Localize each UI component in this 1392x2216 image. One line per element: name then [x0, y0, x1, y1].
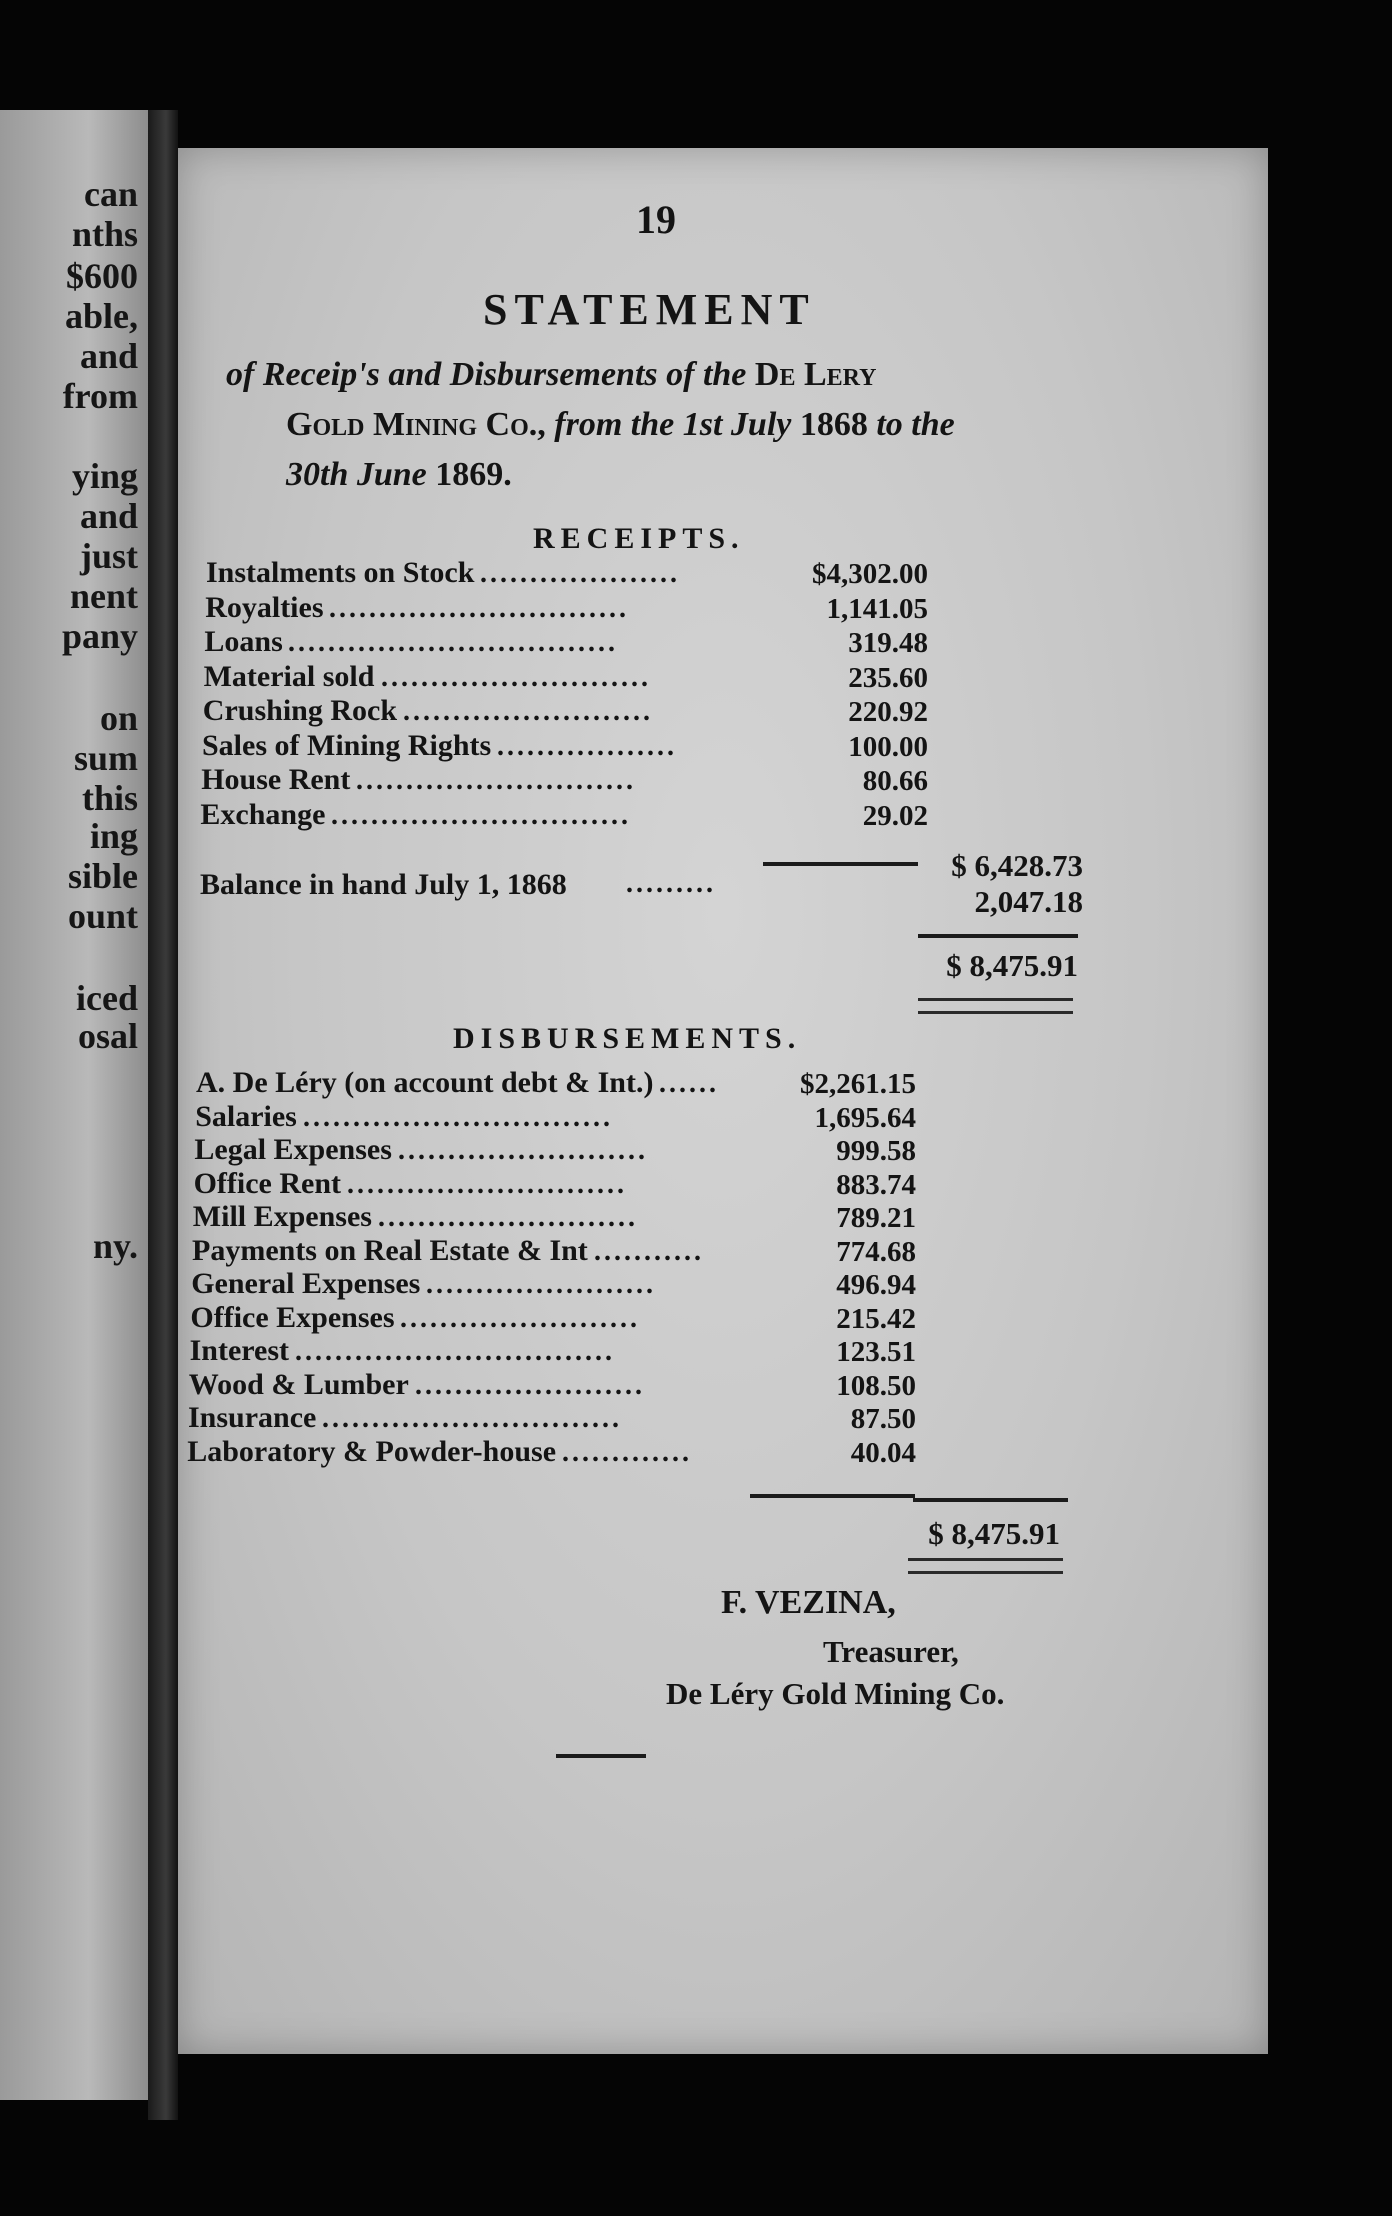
signature-company: De Léry Gold Mining Co. [666, 1676, 1005, 1711]
left-page-text-fragment: osal [77, 1016, 138, 1056]
disbursement-row-label: Insurance [188, 1401, 317, 1434]
disbursement-row-leader: ............................... [303, 1103, 613, 1132]
left-page-text-fragment: this [81, 778, 138, 818]
disbursements-heading: DISBURSEMENTS. [453, 1022, 802, 1055]
disbursement-row-leader: ............. [562, 1438, 692, 1467]
receipt-row-label: Crushing Rock [202, 694, 398, 727]
disbursement-row-amount: 789.21 [836, 1202, 916, 1234]
receipt-row-label: Instalments on Stock [206, 556, 475, 589]
left-page-text-fragment: pany [61, 616, 138, 656]
left-page-text-fragment: can [84, 174, 138, 214]
receipt-row-amount: 220.92 [848, 696, 928, 728]
receipt-row-leader: ............................ [356, 767, 636, 795]
left-page-text-fragment: iced [76, 978, 138, 1018]
receipt-row-label: Exchange [200, 797, 326, 831]
balance-amount: 2,047.18 [974, 884, 1083, 919]
receipt-row-leader: .............................. [331, 801, 631, 830]
disbursement-row-label: Laboratory & Powder-house [187, 1434, 557, 1468]
disbursement-row-amount: $2,261.15 [800, 1068, 916, 1100]
disbursement-row-leader: ........................ [400, 1304, 640, 1333]
disbursement-row-amount: 496.94 [836, 1269, 916, 1301]
subtitle-date-end: 30th June [286, 456, 427, 493]
left-page-text-fragment: sible [67, 856, 138, 896]
left-page-fragment [0, 110, 148, 2100]
receipt-row-amount: 100.00 [848, 730, 928, 763]
statement-title: STATEMENT [483, 285, 816, 334]
left-page-text-fragment: ny. [92, 1226, 138, 1266]
document-page [178, 148, 1268, 2054]
receipt-row-label: Material sold [203, 659, 375, 693]
disbursement-row-leader: ............................ [347, 1170, 627, 1199]
left-page-text-fragment: sum [73, 738, 138, 778]
receipt-row-label: Loans [204, 625, 283, 658]
balance-label: Balance in hand July 1, 1868 [200, 868, 567, 901]
disbursement-row-label: Payments on Real Estate & Int [192, 1233, 588, 1267]
disbursement-row-label: Wood & Lumber [188, 1367, 409, 1401]
left-page-text-fragment: on [99, 698, 138, 738]
receipt-row-label: House Rent [201, 763, 351, 796]
disbursement-row-leader: ...... [659, 1070, 719, 1098]
subtitle-date-start: from the 1st July [554, 406, 792, 443]
left-page-text-fragment: ount [67, 896, 138, 936]
receipt-row-leader: .............................. [329, 594, 629, 623]
book-gutter [148, 110, 178, 2120]
receipts-subtotal: $ 6,428.73 [951, 848, 1083, 883]
disbursement-row-label: General Expenses [191, 1267, 421, 1300]
signature-name: F. VEZINA, [721, 1584, 896, 1621]
receipt-row-label: Sales of Mining Rights [202, 728, 492, 762]
page-number: 19 [636, 197, 676, 242]
receipt-row-leader: .................. [497, 732, 677, 761]
signature-role: Treasurer, [823, 1634, 959, 1669]
subtitle-line-1 [226, 358, 876, 392]
disbursement-row-amount: 215.42 [836, 1302, 916, 1335]
left-page-text-fragment: and [79, 496, 138, 536]
receipt-row-amount: 29.02 [862, 799, 928, 832]
disbursement-row-label: Legal Expenses [194, 1133, 392, 1166]
receipts-total-rule [918, 934, 1078, 938]
subtitle-to: to the [876, 406, 955, 443]
closing-rule [556, 1754, 646, 1758]
disbursement-row-amount: 999.58 [836, 1135, 916, 1167]
disbursements-rule-left [750, 1494, 915, 1498]
receipt-row-amount: 80.66 [862, 765, 928, 797]
disbursement-row-leader: .......................... [378, 1204, 638, 1232]
disbursement-row-amount: 1,695.64 [814, 1101, 916, 1134]
disbursement-row-amount: 87.50 [850, 1403, 916, 1435]
disbursement-row-amount: 883.74 [836, 1168, 916, 1201]
disbursement-row-leader: ................................ [295, 1338, 615, 1366]
disbursement-row-leader: .............................. [322, 1405, 622, 1433]
disbursement-row-leader: ....................... [426, 1271, 656, 1299]
disbursement-row-label: Salaries [195, 1099, 297, 1133]
subtitle-year-end: 1869. [435, 456, 512, 493]
disbursement-row-label: Office Expenses [190, 1300, 395, 1334]
disbursements-rule-right [913, 1498, 1068, 1502]
disbursement-row-amount: 774.68 [836, 1235, 916, 1268]
disbursements-double-rule [908, 1558, 1063, 1574]
company-name: De Lery [754, 356, 877, 393]
left-page-text-fragment: ing [89, 816, 138, 856]
disbursement-row-label: Office Rent [193, 1166, 342, 1200]
left-page-text-fragment: from [62, 376, 138, 416]
company-name-cont: Gold Mining Co., [286, 406, 546, 443]
receipt-row-amount: 319.48 [848, 627, 928, 659]
receipts-double-rule [918, 998, 1073, 1014]
receipt-row-leader: ......................... [403, 698, 653, 726]
left-page-text-fragment: able, [64, 296, 138, 336]
receipts-underline [763, 862, 918, 866]
left-page-text-fragment: $600 [66, 256, 138, 296]
disbursement-row-amount: 40.04 [850, 1436, 916, 1469]
receipt-row-amount: 235.60 [848, 661, 928, 694]
subtitle-text: of Receip's and Disbursements of the [226, 356, 747, 393]
disbursement-row-label: A. De Léry (on account debt & Int.) [196, 1066, 654, 1099]
receipts-heading: RECEIPTS. [533, 522, 745, 555]
disbursement-row-label: Interest [189, 1334, 290, 1367]
left-page-text-fragment: and [79, 336, 138, 376]
receipts-total: $ 8,475.91 [946, 948, 1078, 983]
subtitle-line-3 [286, 458, 512, 492]
disbursement-row-label: Mill Expenses [192, 1200, 372, 1233]
subtitle-line-2 [286, 408, 955, 442]
disbursement-row-leader: ........... [594, 1237, 704, 1266]
receipt-row-amount: $4,302.00 [812, 558, 928, 590]
receipt-row-label: Royalties [205, 590, 324, 624]
balance-leader: ......... [626, 868, 716, 899]
disbursement-row-leader: ......................... [398, 1137, 648, 1165]
left-page-text-fragment: nths [71, 214, 138, 254]
receipt-row-leader: ................................. [288, 629, 618, 657]
receipt-row-leader: ........................... [381, 663, 651, 692]
disbursement-row-amount: 108.50 [836, 1369, 916, 1402]
disbursement-row-amount: 123.51 [836, 1336, 916, 1368]
receipt-row-amount: 1,141.05 [826, 592, 928, 625]
disbursement-row-leader: ....................... [415, 1371, 645, 1400]
left-page-text-fragment: ying [71, 456, 138, 496]
left-page-text-fragment: nent [69, 576, 138, 616]
disbursements-total: $ 8,475.91 [928, 1516, 1060, 1551]
left-page-text-fragment: just [79, 536, 138, 576]
receipt-row-leader: .................... [480, 560, 680, 588]
subtitle-year-start: 1868 [799, 406, 868, 443]
